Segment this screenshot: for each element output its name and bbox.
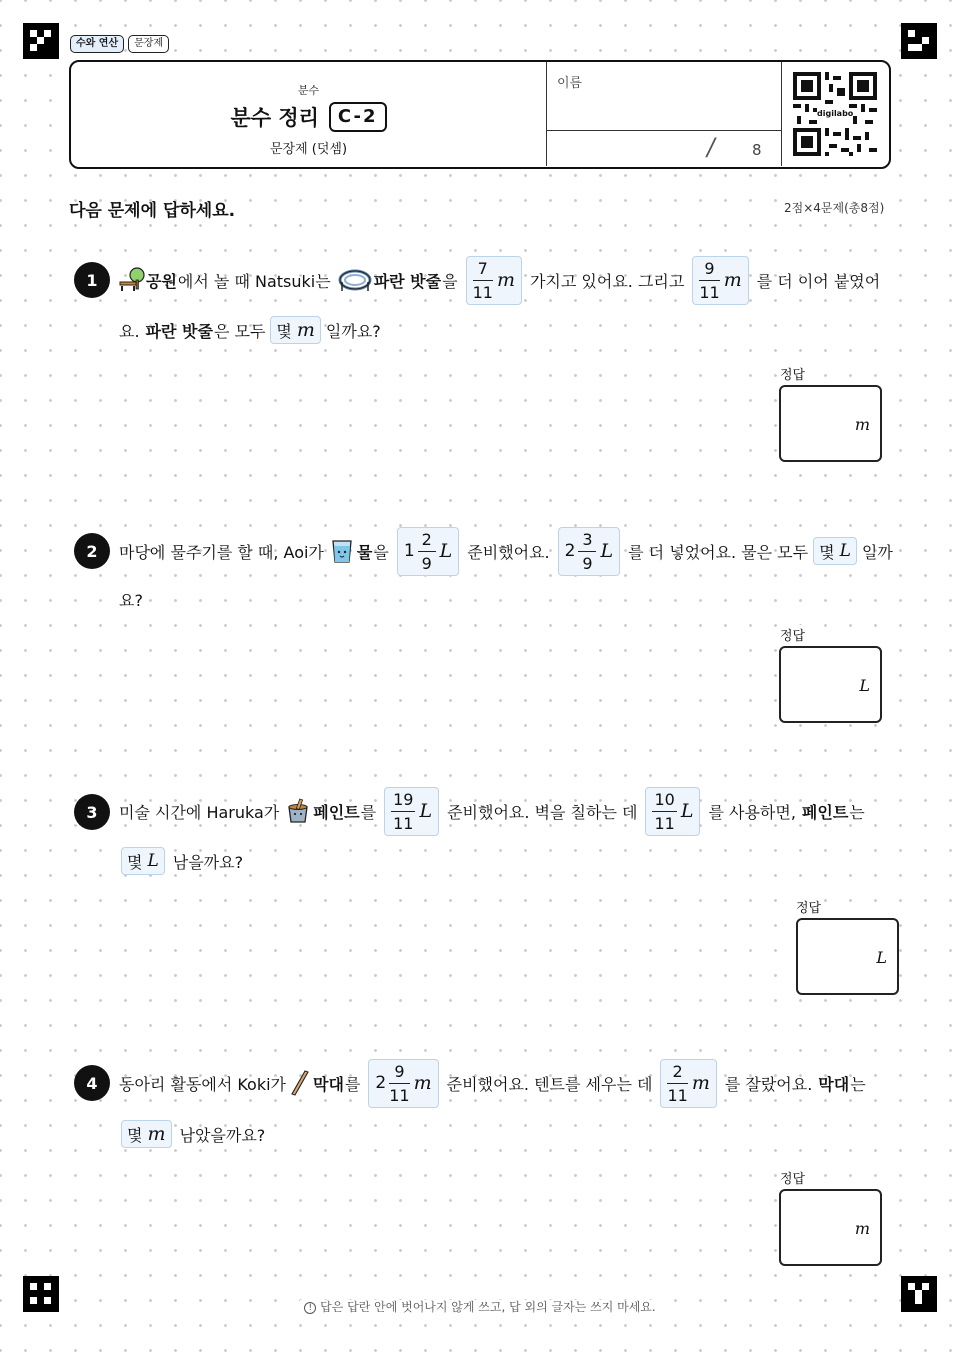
question-2-ask-box: 몇 L	[813, 537, 857, 565]
corner-marker-top-right	[901, 23, 937, 59]
score-field[interactable]	[547, 130, 781, 166]
score-max: 8	[752, 141, 762, 159]
question-3-text-e: 는	[849, 802, 865, 822]
question-2-fraction-1: 1 $\frac{2}{9}$ L	[397, 527, 459, 576]
question-1-text-c: 가지고 있어요. 그리고	[529, 271, 685, 291]
answer-unit-4: m	[854, 1219, 870, 1238]
question-1-fraction-2: $\frac{9}{11}$ m	[692, 256, 748, 305]
water-cup-icon	[329, 538, 355, 564]
answer-box-4[interactable]	[779, 1189, 882, 1266]
category-tags	[70, 35, 169, 53]
name-label: 이름	[557, 76, 583, 91]
question-2-text-b: 을	[373, 542, 389, 562]
question-number-4: 4	[74, 1065, 110, 1101]
question-1-line-1	[118, 252, 881, 308]
question-1-ask-box: 몇 m	[270, 316, 321, 344]
question-1-text-d: 를 더 이어 붙였어	[756, 271, 881, 291]
subject-label: 분수	[297, 84, 320, 97]
question-3-fraction-1: $\frac{19}{11}$ L	[384, 787, 439, 836]
name-score-block	[546, 62, 782, 166]
answer-label-2: 정답	[780, 625, 805, 644]
question-2-item: 물	[356, 542, 373, 562]
answer-label-3: 정답	[796, 897, 821, 916]
question-4-text-a: 동아리 활동에서 Koki가	[119, 1074, 287, 1094]
question-1-place: 공원	[146, 271, 177, 291]
question-1-text-a: 에서 놀 때 Natsuki는	[177, 271, 331, 291]
tag-category: 수와 연산	[70, 35, 124, 53]
qr-brand-label: digilabo	[817, 109, 854, 118]
question-4-ask-box: 몇 m	[121, 1120, 172, 1148]
question-3-text-b: 를	[360, 802, 377, 822]
footer-note	[0, 1298, 960, 1315]
question-4-text-c: 준비했어요. 텐트를 세우는 데	[446, 1074, 653, 1094]
question-1-item: 파란 밧줄	[373, 271, 442, 291]
answer-box-2[interactable]	[779, 646, 882, 723]
title-block	[71, 62, 546, 166]
question-number-1: 1	[74, 262, 110, 298]
question-3-item: 페인트	[313, 802, 360, 822]
score-slash: /	[704, 133, 718, 161]
rope-icon	[338, 267, 372, 293]
question-2-text-e: 일까	[861, 542, 893, 562]
question-3-text-a: 미술 시간에 Haruka가	[119, 802, 280, 822]
question-3-item-2: 페인트	[801, 802, 849, 822]
question-4-text-b: 를	[344, 1074, 361, 1094]
question-number-3: 3	[74, 794, 110, 830]
answer-unit-1: m	[854, 415, 870, 434]
question-3-text-c: 준비했어요. 벽을 칠하는 데	[447, 802, 638, 822]
park-bench-tree-icon	[118, 267, 144, 293]
instruction-text: 다음 문제에 답하세요.	[69, 201, 236, 221]
qr-code-icon	[793, 72, 877, 156]
question-4-item-2: 막대	[818, 1074, 850, 1094]
info-icon: !	[304, 1302, 316, 1314]
question-4-item: 막대	[313, 1074, 344, 1094]
answer-unit-3: L	[876, 948, 887, 967]
question-3-ask-box: 몇 L	[121, 847, 165, 875]
footer-text: 답은 답란 안에 벗어나지 않게 쓰고, 답 외의 글자는 쓰지 마세요.	[320, 1300, 656, 1314]
worksheet-kind: 문장제 (덧셈)	[269, 142, 348, 157]
question-3-line-1	[118, 783, 866, 839]
question-3-line-2: 몇 L 남을까요?	[118, 845, 244, 877]
question-2-fraction-2: 2 $\frac{3}{9}$ L	[558, 527, 620, 576]
answer-label-1: 정답	[780, 364, 805, 383]
worksheet-code: C-2	[329, 102, 387, 132]
answer-label-4: 정답	[780, 1168, 805, 1187]
question-4-text-e: 는	[850, 1074, 866, 1094]
question-number-2: 2	[74, 533, 110, 569]
question-2-line-1	[118, 522, 894, 580]
question-4-text-d: 를 잘랐어요.	[724, 1074, 813, 1094]
question-2-text-d: 를 더 넣었어요. 물은 모두	[628, 542, 809, 562]
paint-bucket-icon	[285, 798, 311, 824]
answer-box-1[interactable]	[779, 385, 882, 462]
question-3-fraction-2: $\frac{10}{11}$ L	[645, 787, 700, 836]
tag-type: 문장제	[128, 35, 169, 53]
question-4-fraction-1: 2 $\frac{9}{11}$ m	[368, 1059, 438, 1108]
question-4-line-1	[118, 1054, 867, 1112]
question-3-text-d: 를 사용하면,	[708, 802, 796, 822]
question-1-text-b: 을	[442, 271, 458, 291]
question-4-fraction-2: $\frac{2}{11}$ m	[660, 1059, 716, 1108]
corner-marker-top-left	[23, 23, 59, 59]
question-2-text-a: 마당에 물주기를 할 때, Aoi가	[119, 542, 324, 562]
worksheet-header	[69, 60, 891, 169]
question-1-fraction-1: $\frac{7}{11}$ m	[466, 256, 522, 305]
question-1-item-2: 파란 밧줄	[145, 321, 213, 341]
question-1-line-2: 요. 파란 밧줄 은 모두 몇 m 일까요?	[118, 315, 382, 345]
points-summary: 2점×4문제(총8점)	[784, 201, 885, 215]
question-2-line-2: 요?	[119, 590, 143, 610]
question-2-text-c: 준비했어요.	[467, 542, 550, 562]
answer-box-3[interactable]	[796, 918, 899, 995]
page-title: 분수 정리	[230, 106, 319, 130]
stick-icon	[289, 1070, 311, 1096]
answer-unit-2: L	[859, 676, 870, 695]
question-4-line-2: 몇 m 남았을까요?	[118, 1118, 266, 1150]
